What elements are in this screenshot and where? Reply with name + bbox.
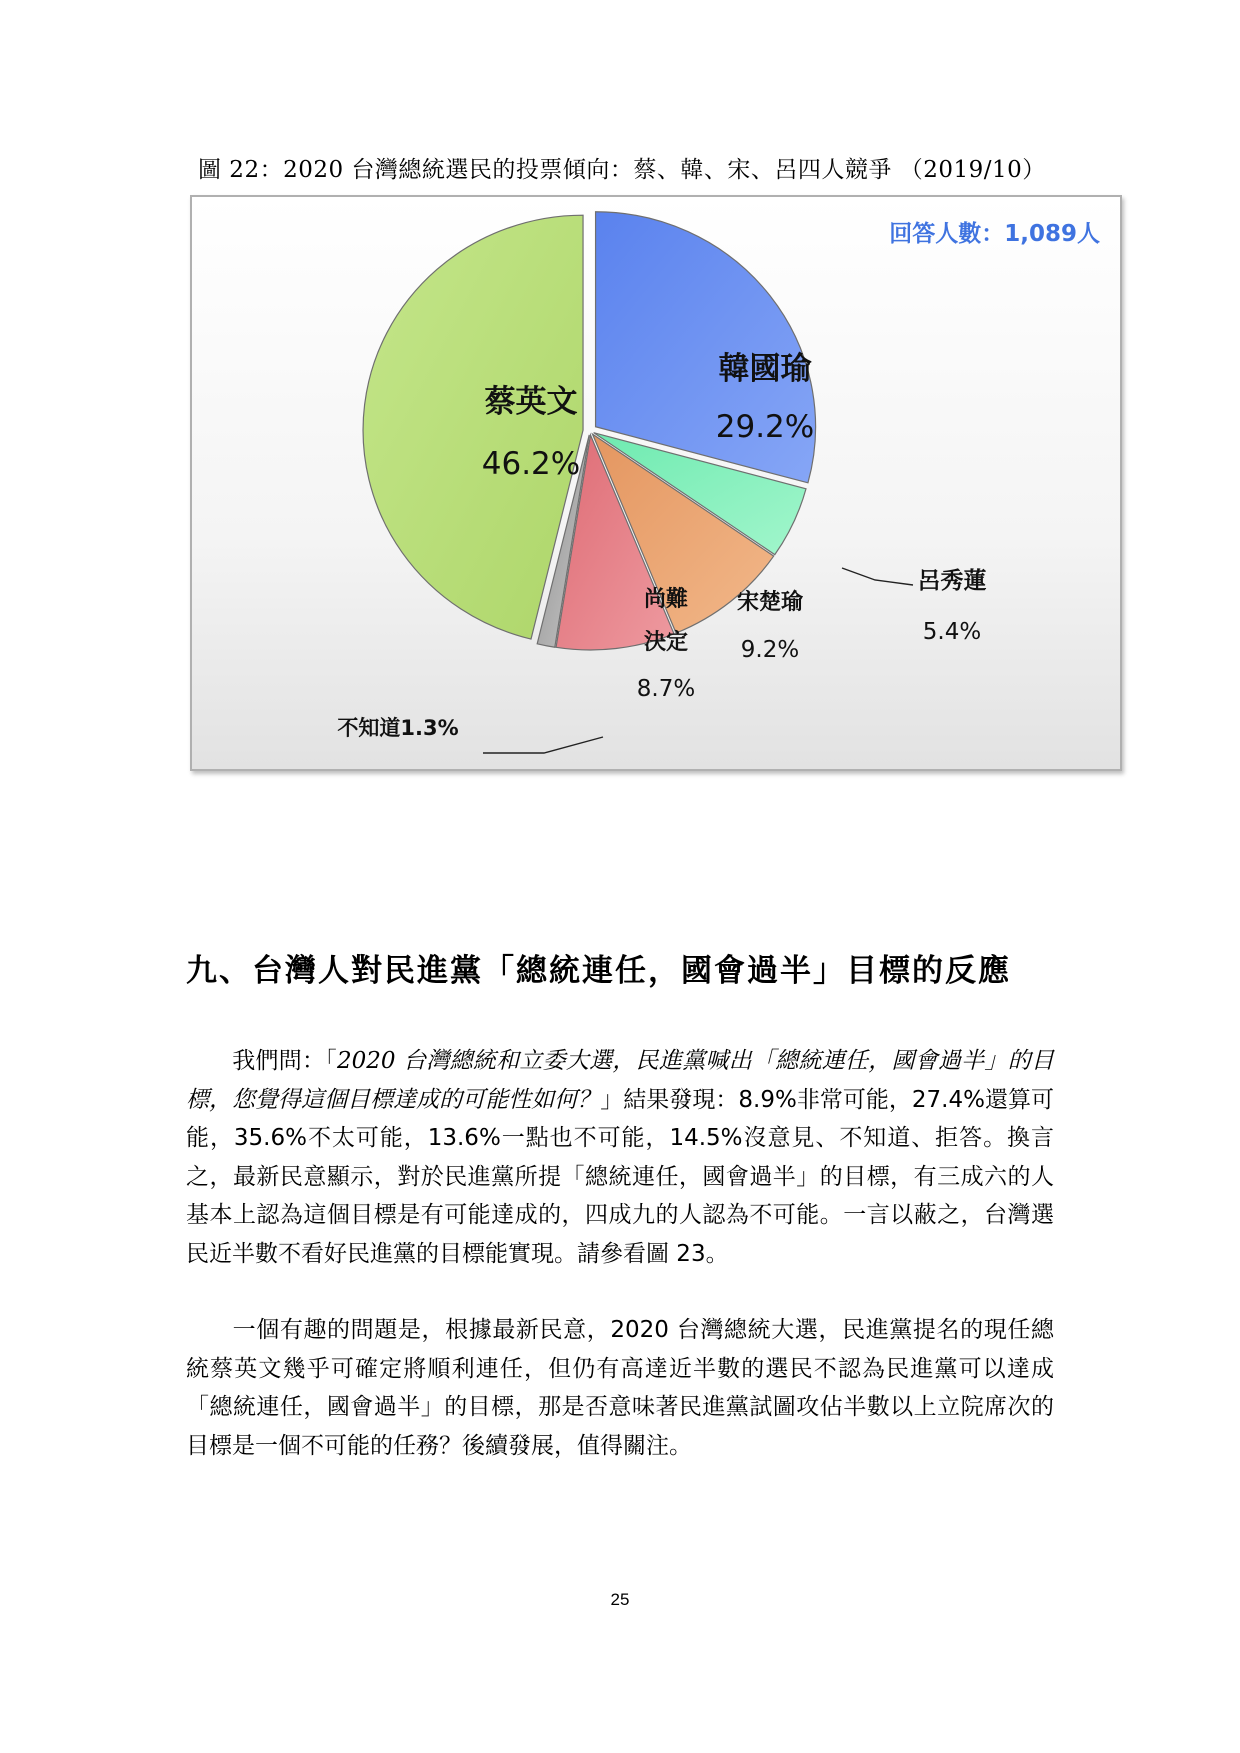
slice-label-lu-pct: 5.4% [922,619,982,645]
section-heading: 九、台灣人對民進黨「總統連任，國會過半」目標的反應 [186,953,1011,989]
paragraph-1-lead: 我們問：「 [232,1048,338,1074]
slice-label-tsai-name: 蔡英文 [484,384,578,420]
leader-line-lu [842,568,913,585]
paragraph-2 [186,1311,1054,1465]
paragraph-2-body: 一個有趣的問題是，根據最新民意，2020 台灣總統大選，民進黨提名的現任總統蔡英文幾乎可確定將順利連任，但仍有高達近半數的選民不認為民進黨可以達成「總統連任，國會過半」的目標，那是否意味著民進黨試圖攻佔半數以上立院席次的目標是一個不可能的任務？後續發展，值得關注。 [186,1317,1054,1459]
figure-caption: 圖 22：2020 台灣總統選民的投票傾向：蔡、韓、宋、呂四人競爭 （2019/10） [198,157,1046,183]
page-number: 25 [610,1590,630,1609]
slice-label-undecided-pct: 8.7% [636,676,696,702]
slice-label-undecided-line1: 尚難 [643,587,689,612]
slice-label-soong-pct: 9.2% [740,637,800,663]
slice-label-han-name: 韓國瑜 [718,351,812,387]
respondents-label: 回答人數：1,089人 [889,221,1100,247]
pie-chart-svg [192,197,1120,769]
leader-line-dontknow [483,737,603,753]
slice-label-dontknow: 不知道1.3% [337,716,459,740]
paragraph-1-question: 2020 台灣總統和立委大選，民進黨喊出「總統連任，國會過半」的目標，您覺得這個目標達成的可能性如何？ [186,1048,1054,1113]
slice-label-han-pct: 29.2% [715,409,815,445]
paragraph-1-body: 」結果發現：8.9%非常可能，27.4%還算可能，35.6%不太可能，13.6%一點也不可能，14.5%沒意見、不知道、拒答。換言之，最新民意顯示，對於民進黨所提「總統連任，國會過半」的目標，有三成六的人基本上認為這個目標是有可能達成的，四成九的人認為不可能。一言以蔽之，台灣選民近半數不看好民進黨的目標能實現。請參看圖 23。 [186,1086,1055,1267]
slice-label-undecided-line2: 決定 [643,630,689,655]
paragraph-1 [186,1042,1054,1273]
pie-chart [190,195,1122,771]
slice-label-lu-name: 呂秀蓮 [917,568,987,594]
slice-label-tsai-pct: 46.2% [481,446,581,482]
slice-label-soong-name: 宋楚瑜 [736,590,804,615]
pie-slice-6 [363,215,583,639]
